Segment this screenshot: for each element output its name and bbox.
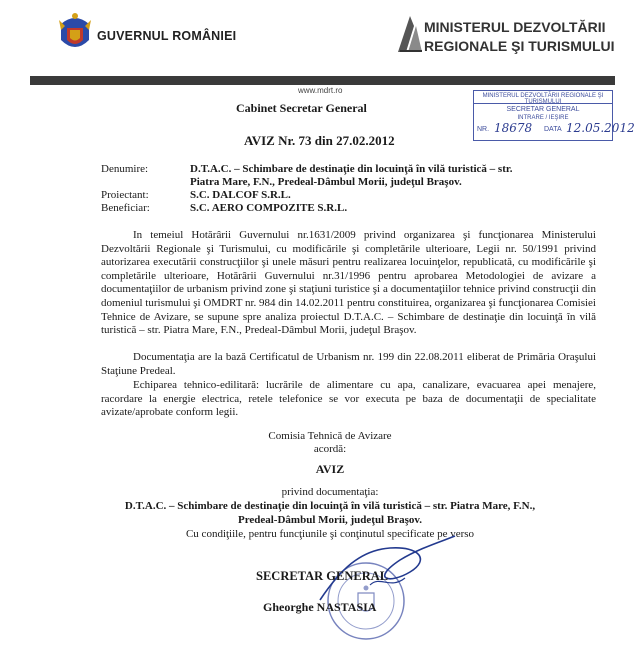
stamp-date-label: DATA — [544, 126, 562, 133]
paragraph-urbanism-text: Documentaţia are la bază Certificatul de Urbanism nr. 199 din 22.08.2011 eliberat de Primăria Oraşului Staţiune Predeal. — [101, 351, 596, 377]
paragraph-legal-basis-text: In temeiul Hotărârii Guvernului nr.1631/2009 privind organizarea şi funcţionarea Ministerului Dezvoltării Regionale şi Turismului, cu modificările şi completările ulterioare, Legii nr. 50/1991 privind autorizarea executării construcţiilor şi unele măsuri pentru realizarea locuinţelor, republicată, cu modificările şi completările ulterioare, Hotărârii Guvernului nr.31/1996 pentru aprobarea Metodologiei de avizare a documentaţiilor de urbanism privind zone şi staţiuni turistice şi a documentaţiilor tehnice privind construcţii din domeniul turismului şi OMDRT nr. 984 din 14.02.2011 pentru constituirea, organizarea şi funcţionarea Comisiei Tehnice de Avizare, se supune spre analiza proiectul D.T.A.C. – Schimbare de destinaţie din locuinţă în vilă turistică – str. Piatra Mare, F.N., Predeal-Dâmbul Morii, judeţul Braşov. — [101, 229, 596, 337]
field-label-proiectant: Proiectant: — [101, 189, 149, 201]
stamp-entry-exit: INTRARE / IEŞIRE — [517, 115, 569, 121]
ministry-url: www.mdrt.ro — [298, 86, 343, 95]
header-bar — [30, 76, 615, 85]
ministry-name-line2: REGIONALE ŞI TURISMULUI — [424, 38, 615, 54]
paragraph-utilities-text: Echiparea tehnico-edilitară: lucrările de alimentare cu apa, canalizare, evacuarea apei menajere, racordare la energie electrica, retele telefonice se vor executa pe baza de documentaţii de specialitate avizate/aprobate conform legii. — [101, 379, 596, 419]
ministry-logo-icon — [396, 14, 424, 54]
field-value-denumire-1: D.T.A.C. – Schimbare de destinaţie din locuinţă în vilă turistică – str. — [190, 163, 513, 175]
stamp-department: SECRETAR GENERAL — [474, 103, 612, 113]
paragraph-legal-basis — [101, 229, 596, 338]
registration-stamp — [473, 90, 635, 141]
regarding-text: privind documentaţia: — [281, 486, 379, 498]
office-name: Cabinet Secretar General — [236, 101, 367, 115]
field-label-denumire: Denumire: — [101, 163, 149, 175]
document-title: AVIZ Nr. 73 din 27.02.2012 — [244, 133, 395, 148]
field-value-proiectant: S.C. DALCOF S.R.L. — [190, 189, 291, 201]
stamp-nr-label: NR. — [477, 126, 490, 133]
signatory-name: Gheorghe NASTASIA — [263, 600, 377, 614]
subject-line2: Predeal-Dâmbul Morii, judeţul Braşov. — [237, 514, 423, 526]
field-value-denumire-2: Piatra Mare, F.N., Predeal-Dâmbul Morii, judeţul Braşov. — [190, 176, 462, 188]
field-label-beneficiar: Beneficiar: — [101, 202, 150, 214]
signatory-title: SECRETAR GENERAL — [256, 569, 389, 583]
stamp-date-value: 12.05.2012 — [566, 121, 635, 135]
conditions-text: Cu condiţiile, pentru funcţiunile şi conţinutul specificate pe verso — [185, 528, 475, 540]
romania-crest-icon — [57, 10, 93, 56]
aviz-heading: AVIZ — [315, 462, 345, 476]
stamp-nr-value: 18678 — [494, 121, 533, 135]
paragraph-utilities — [101, 379, 596, 420]
paragraph-urbanism — [101, 351, 596, 378]
commission-name: Comisia Tehnică de Avizare — [268, 430, 392, 442]
government-name: GUVERNUL ROMÂNIEI — [97, 29, 237, 43]
ministry-name-line1: MINISTERUL DEZVOLTĂRII — [424, 19, 606, 35]
field-value-beneficiar: S.C. AERO COMPOZITE S.R.L. — [190, 202, 348, 214]
stamp-ministry: MINISTERUL DEZVOLTĂRII REGIONALE ŞI TURISMULUI — [482, 93, 604, 105]
subject-line1: D.T.A.C. – Schimbare de destinaţie din locuinţă în vilă turistică – str. Piatra Mare, F.N., — [124, 500, 536, 512]
grants-text: acordă: — [313, 443, 347, 455]
